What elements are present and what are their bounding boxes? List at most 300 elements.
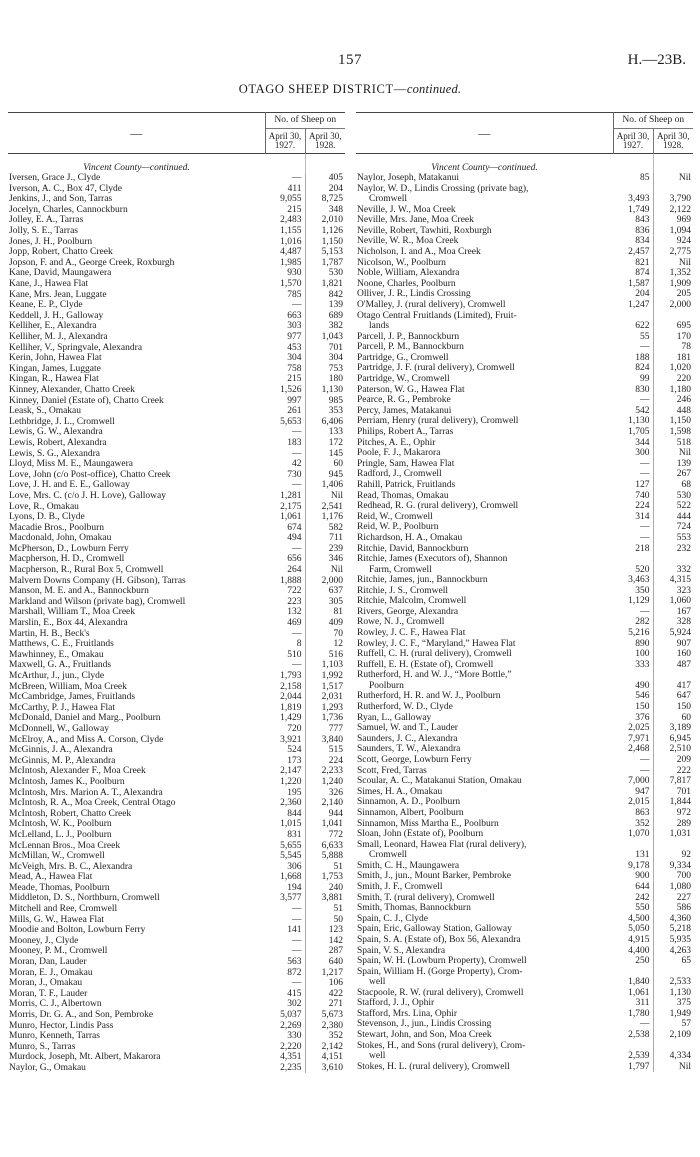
sheep-1927: 1,070 — [613, 829, 653, 840]
sheep-1927: — — [265, 480, 305, 491]
owner-name: McDonnell, W., Galloway — [9, 723, 110, 734]
sheep-1928: 530 — [328, 268, 343, 279]
table-row — [8, 809, 345, 820]
sheep-1927: 215 — [265, 205, 305, 216]
sheep-1927: — — [265, 946, 305, 957]
sheep-1927: 1,570 — [265, 279, 305, 290]
owner-name: Kane, David, Maungawera — [9, 268, 112, 279]
sheep-1927: 188 — [613, 353, 653, 364]
owner-name: Moran, Dan, Lauder — [9, 957, 87, 968]
sheep-1927: 2,015 — [613, 797, 653, 808]
owner-name: Reid, W., Cromwell — [357, 511, 433, 522]
sheep-1927: 1,220 — [265, 777, 305, 788]
sheep-1928: 1,031 — [669, 829, 691, 840]
table-row — [356, 1030, 693, 1041]
sheep-1928: 647 — [676, 691, 691, 702]
sheep-1927: 4,915 — [613, 935, 653, 946]
owner-name: Scott, George, Lowburn Ferry — [357, 755, 472, 765]
owner-name: Macdonald, John, Omakau — [9, 533, 112, 544]
sheep-1928: 1,080 — [669, 881, 691, 892]
owner-name: Redhead, R. G. (rural delivery), Cromwell — [357, 501, 519, 512]
sheep-1928: Nil — [678, 257, 691, 268]
owner-name: Stacpoole, R. W. (rural delivery), Cromwell — [357, 987, 524, 998]
table-row — [8, 989, 345, 1000]
sheep-1928: 289 — [676, 818, 691, 829]
sheep-1928: Nil — [678, 173, 691, 184]
table-row — [356, 808, 693, 819]
owner-name: Jolley, E. A., Tarras — [9, 215, 84, 226]
sheep-1927: 9,178 — [613, 861, 653, 872]
sheep-1927: 1,016 — [265, 237, 305, 248]
table-row — [356, 988, 693, 999]
sheep-1928: 172 — [328, 437, 343, 448]
sheep-1928: 304 — [328, 353, 343, 364]
sheep-count-header: No. of Sheep on — [265, 113, 345, 129]
sheep-1928: 5,673 — [321, 1010, 343, 1020]
table-row — [8, 883, 345, 894]
owner-name: Ruffell, C. H. (rural delivery), Cromwell — [357, 649, 512, 660]
owner-name: Manson, M. E. and A., Bannockburn — [9, 586, 149, 597]
sheep-1928: 5,218 — [669, 924, 691, 935]
sheep-1927: 863 — [613, 808, 653, 819]
table-row — [356, 1019, 693, 1030]
sheep-1928: 1,150 — [669, 416, 691, 427]
sheep-1927: 300 — [613, 448, 653, 459]
sheep-1927: 1,749 — [613, 205, 653, 216]
owner-name: McBreen, William, Moa Creek — [9, 681, 127, 692]
sheep-1927: 1,015 — [265, 819, 305, 830]
sheep-1928: 1,180 — [669, 384, 691, 395]
sheep-1927: 132 — [265, 607, 305, 618]
table-row — [8, 840, 345, 851]
sheep-1928: 2,533 — [669, 977, 691, 988]
table-row — [8, 629, 345, 640]
owner-name: Sinnamon, Albert, Poolburn — [357, 807, 464, 818]
sheep-1927: — — [265, 300, 305, 311]
table-row — [8, 586, 345, 597]
sheep-1927: — — [613, 607, 653, 618]
table-row — [8, 787, 345, 798]
sheep-1927: 5,545 — [265, 851, 305, 862]
sheep-1928: 9,334 — [669, 860, 691, 871]
sheep-1927: 785 — [265, 290, 305, 301]
sheep-1927: 204 — [613, 289, 653, 300]
owner-name: Neville, Mrs. Jane, Moa Creek — [357, 215, 474, 226]
table-row — [356, 1009, 693, 1020]
sheep-1927: 2,457 — [613, 247, 653, 258]
owner-name: Jenkins, J., and Son, Tarras — [9, 194, 113, 205]
owner-name: Lewis, Robert, Alexandra — [9, 437, 107, 448]
owner-name: Kane, Mrs. Jean, Luggate — [9, 289, 107, 300]
sheep-1927: — — [265, 904, 305, 915]
table-row — [356, 437, 693, 448]
table-row — [8, 936, 345, 947]
sheep-1927: — — [613, 522, 653, 533]
table-row — [356, 713, 693, 724]
table-row — [8, 597, 345, 608]
owner-name: Rowley, J. C. F., Hawea Flat — [357, 628, 466, 639]
table-row — [8, 660, 345, 671]
sheep-1928: 5,935 — [669, 934, 691, 945]
sheep-1927: 314 — [613, 512, 653, 523]
table-row — [8, 798, 345, 809]
table-row — [8, 682, 345, 693]
owner-name: Stokes, H. L. (rural delivery), Cromwell — [357, 1061, 510, 1072]
table-row — [356, 861, 693, 872]
owner-name: Naylor, G., Omakau — [9, 1062, 86, 1073]
sheep-1927: — — [613, 755, 653, 766]
owner-name: Kingan, James, Luggate — [9, 363, 101, 374]
owner-name: Stafford, J. J., Ophir — [357, 998, 435, 1009]
table-row — [8, 734, 345, 745]
table-row — [356, 882, 693, 893]
table-row — [356, 448, 693, 459]
sheep-1928: 518 — [676, 437, 691, 448]
table-row — [8, 872, 345, 883]
table-row — [356, 744, 693, 755]
year-1927-header: April 30, 1927. — [613, 129, 653, 154]
table-row — [356, 967, 693, 988]
section-heading: Vincent County—continued. — [83, 162, 190, 173]
sheep-1928: 2,140 — [321, 798, 343, 809]
sheep-1928: 2,010 — [321, 215, 343, 226]
table-row — [8, 554, 345, 565]
owner-name: Lewis, S. G., Alexandra — [9, 448, 101, 459]
sheep-1928: 181 — [676, 352, 691, 363]
table-row — [356, 924, 693, 935]
table-row — [8, 1021, 345, 1032]
sheep-1927: 282 — [613, 617, 653, 628]
table-row — [356, 543, 693, 554]
sheep-1927: 1,061 — [613, 988, 653, 999]
owner-name: Mooney, J., Clyde — [9, 935, 79, 946]
table-row — [356, 258, 693, 269]
sheep-1928: 1,821 — [321, 279, 343, 290]
owner-name: Spain, V. S., Alexandra — [357, 945, 446, 956]
owner-name: Stokes, H., and Sons (rural delivery), Crom- well — [356, 1041, 613, 1062]
sheep-1928: 106 — [328, 978, 343, 989]
table-row — [356, 311, 693, 332]
sheep-1928: 448 — [676, 405, 691, 416]
section-heading: Vincent County—continued. — [431, 162, 538, 173]
sheep-1927: — — [265, 978, 305, 989]
sheep-1928: 70 — [333, 628, 343, 639]
owner-name: Munro, Hector, Lindis Pass — [9, 1020, 114, 1031]
sheep-1928: 1,130 — [321, 384, 343, 395]
sheep-1928: 239 — [328, 543, 343, 554]
owner-name: McLelland, L. J., Poolburn — [9, 829, 112, 840]
table-row — [8, 406, 345, 417]
sheep-count-header: No. of Sheep on — [613, 113, 693, 129]
table-row — [356, 871, 693, 882]
table-row — [8, 364, 345, 375]
sheep-1927: 1,819 — [265, 703, 305, 714]
owner-name: Matthews, C. E., Fruitlands — [9, 639, 114, 650]
owner-name: Naylor, Joseph, Matakanui — [357, 173, 459, 184]
sheep-1927: 831 — [265, 830, 305, 841]
sheep-1928: 516 — [328, 649, 343, 660]
owner-name: Keddell, J. H., Galloway — [9, 310, 104, 321]
table-row — [8, 417, 345, 428]
sheep-1928: 2,233 — [321, 766, 343, 777]
table-row — [356, 395, 693, 406]
owner-name: Smith, J., jun., Mount Barker, Pembroke — [357, 871, 511, 882]
document-reference: H.—23B. — [627, 52, 686, 68]
owner-name: Munro, S., Tarras — [9, 1041, 76, 1052]
sheep-1927: 469 — [265, 618, 305, 629]
owner-name: Moodie and Bolton, Lowburn Ferry — [9, 925, 146, 936]
sheep-1928: 326 — [328, 787, 343, 798]
owner-name: Ritchie, David, Bannockburn — [357, 543, 469, 554]
table-row — [8, 777, 345, 788]
sheep-1927: 350 — [613, 586, 653, 597]
owner-name: Leask, S., Omakau — [9, 406, 82, 417]
sheep-1928: 1,753 — [321, 872, 343, 883]
owner-name: Partridge, G., Cromwell — [357, 352, 449, 363]
sheep-1928: 332 — [676, 564, 691, 575]
owner-name: Saunders, T. W., Alexandra — [357, 744, 461, 755]
sheep-1928: 1,130 — [669, 987, 691, 998]
table-row — [8, 904, 345, 915]
table-row — [8, 300, 345, 311]
sheep-1927: — — [265, 448, 305, 459]
owner-name: Pringle, Sam, Hawea Flat — [357, 458, 455, 469]
owner-name: Stewart, John, and Son, Moa Creek — [357, 1030, 492, 1041]
table-row — [8, 501, 345, 512]
sheep-1928: 57 — [681, 1019, 691, 1030]
sheep-1928: 160 — [676, 649, 691, 660]
owner-name: Keane, E. P., Clyde — [9, 300, 83, 311]
owner-name-continued: Cromwell — [369, 850, 407, 861]
table-row — [356, 374, 693, 385]
sheep-1928: 68 — [681, 479, 691, 490]
table-row — [8, 607, 345, 618]
sheep-1928: 842 — [328, 289, 343, 300]
owner-name-continued: Farm, Cromwell — [369, 564, 432, 575]
sheep-1927: 740 — [613, 490, 653, 501]
owner-name: Richardson, H. A., Omakau — [357, 532, 463, 543]
table-row — [8, 480, 345, 491]
sheep-1927: 127 — [613, 480, 653, 491]
owner-name: Noble, William, Alexandra — [357, 268, 460, 279]
sheep-1927: 1,985 — [265, 258, 305, 269]
table-row — [356, 914, 693, 925]
sheep-1928: 487 — [676, 659, 691, 670]
sheep-1928: 405 — [328, 173, 343, 184]
table-row — [8, 374, 345, 385]
table-row — [8, 290, 345, 301]
table-row — [8, 745, 345, 756]
sheep-1927: 494 — [265, 533, 305, 544]
sheep-1928: 530 — [676, 490, 691, 501]
owner-name: Radford, J., Cromwell — [357, 469, 442, 480]
sheep-1927: 872 — [265, 968, 305, 979]
owner-name-continued: well — [369, 1051, 386, 1062]
table-row — [8, 1010, 345, 1021]
owner-name: Read, Thomas, Omakau — [357, 490, 449, 501]
sheep-1928: 78 — [681, 342, 691, 353]
table-row — [356, 512, 693, 523]
table-row — [8, 247, 345, 258]
owner-name: Ritchie, J. S., Cromwell — [357, 585, 449, 596]
table-row — [8, 724, 345, 735]
year-1928-header: April 30, 1928. — [657, 130, 690, 150]
table-row — [356, 1041, 693, 1062]
owner-name: Samuel, W. and T., Lauder — [357, 723, 458, 734]
owner-name: Neville, Robert, Tawhiti, Roxburgh — [357, 225, 492, 236]
owner-name: Percy, James, Matakanui — [357, 405, 452, 416]
sheep-1928: 924 — [676, 236, 691, 247]
owner-name: Moran, J., Omakau — [9, 978, 83, 989]
owner-name: Rutherford, H. and W. J., “More Bottle,” Poolburn — [356, 670, 613, 691]
table-row — [8, 999, 345, 1010]
table-row — [356, 628, 693, 639]
owner-name: Love, Mrs. C. (c/o J. H. Love), Galloway — [9, 490, 166, 501]
table-row — [356, 617, 693, 628]
sheep-1928: 640 — [328, 957, 343, 968]
sheep-1927: 4,500 — [613, 914, 653, 925]
table-row — [356, 649, 693, 660]
sheep-1927: 1,247 — [613, 300, 653, 311]
owner-name: Sinnamon, Miss Martha E., Poolburn — [357, 818, 499, 829]
sheep-1927: — — [613, 459, 653, 470]
sheep-1928: 724 — [676, 522, 691, 533]
sheep-1928: 224 — [328, 755, 343, 766]
sheep-1928: 553 — [676, 532, 691, 543]
table-row — [356, 776, 693, 787]
sheep-1927: 5,653 — [265, 417, 305, 428]
table-row — [356, 406, 693, 417]
table-row — [356, 416, 693, 427]
sheep-1927: 3,921 — [265, 734, 305, 745]
owner-name: Nicolson, W., Poolburn — [357, 257, 446, 268]
sheep-1927: 947 — [613, 787, 653, 798]
sheep-1927: — — [613, 469, 653, 480]
sheep-1928: 1,949 — [669, 1008, 691, 1019]
table-row — [8, 258, 345, 269]
sheep-1928: 1,909 — [669, 278, 691, 289]
owner-name: Ritchie, Malcolm, Cromwell — [357, 596, 467, 607]
owner-name: Macpherson, R., Rural Box 5, Cromwell — [9, 565, 164, 576]
sheep-1928: Nil — [330, 565, 343, 576]
sheep-1927: 4,400 — [613, 945, 653, 956]
sheep-1927: 1,793 — [265, 671, 305, 682]
sheep-1928: 92 — [681, 850, 691, 861]
right-table-body — [356, 154, 693, 1073]
sheep-1927: 223 — [265, 597, 305, 608]
sheep-1927: 2,235 — [265, 1063, 305, 1074]
owner-name: Malvern Downs Company (H. Gibson), Tarras — [9, 575, 186, 586]
sheep-1927: 510 — [265, 650, 305, 661]
sheep-1927: — — [265, 544, 305, 555]
table-row — [8, 1031, 345, 1042]
owner-name: McCambridge, James, Fruitlands — [9, 692, 136, 703]
table-row — [356, 385, 693, 396]
table-row — [8, 1063, 345, 1074]
table-row — [8, 819, 345, 830]
sheep-1928: 4,263 — [669, 945, 691, 956]
table-row — [8, 226, 345, 237]
table-row — [356, 501, 693, 512]
sheep-1928: 323 — [676, 585, 691, 596]
sheep-1928: 1,406 — [321, 480, 343, 491]
table-row — [356, 554, 693, 575]
sheep-1928: 133 — [328, 427, 343, 438]
sheep-1927: 720 — [265, 724, 305, 735]
owner-name: Mooney, P. M., Cromwell — [9, 946, 108, 957]
owner-name: McDonald, Daniel and Marg., Poolburn — [9, 713, 161, 724]
sheep-1928: Nil — [678, 1061, 691, 1072]
sheep-1928: 60 — [681, 712, 691, 723]
sheep-1928: 711 — [329, 533, 343, 544]
sheep-1928: 2,000 — [669, 300, 691, 311]
sheep-1928: 1,992 — [321, 671, 343, 681]
owner-name: Noone, Charles, Poolburn — [357, 278, 456, 289]
owner-name: Rahill, Patrick, Fruitlands — [357, 479, 456, 490]
owner-name: Naylor, W. D., Lindis Crossing (private bag), Cromwell — [356, 184, 613, 205]
table-row — [356, 459, 693, 470]
owner-name: Smith, J. F., Cromwell — [357, 881, 443, 892]
sheep-1927: 656 — [265, 554, 305, 565]
sheep-1928: 227 — [676, 892, 691, 903]
owner-name: McCarthy, P. J., Hawea Flat — [9, 702, 115, 713]
sheep-1928: 4,360 — [669, 913, 691, 924]
sheep-1928: 220 — [676, 374, 691, 384]
table-row — [8, 1052, 345, 1063]
sheep-1928: 944 — [328, 808, 343, 819]
sheep-1927: 264 — [265, 565, 305, 576]
owner-name: McPherson, D., Lowburn Ferry — [9, 543, 129, 554]
table-row — [8, 438, 345, 449]
sheep-1928: 1,517 — [321, 681, 343, 692]
owner-name: Rivers, George, Alexandra — [357, 606, 459, 617]
owner-name: McMillan, W., Cromwell — [9, 851, 105, 862]
table-row — [8, 279, 345, 290]
sheep-1928: 50 — [333, 914, 343, 925]
sheep-1927: 824 — [613, 363, 653, 374]
sheep-1927: 542 — [613, 406, 653, 417]
sheep-1927: 411 — [265, 184, 305, 195]
sheep-1928: 222 — [676, 765, 691, 776]
owner-name: Partridge, J. F. (rural delivery), Cromwell — [357, 363, 515, 374]
table-row — [356, 215, 693, 226]
sheep-1928: 582 — [328, 522, 343, 533]
sheep-1928: 972 — [676, 807, 691, 818]
sheep-1928: 65 — [681, 956, 691, 967]
sheep-1927: 150 — [613, 702, 653, 713]
sheep-1927: 4,487 — [265, 247, 305, 258]
sheep-1927: 2,158 — [265, 682, 305, 693]
table-row — [356, 787, 693, 798]
owner-name: Martin, H. B., Beck's — [9, 628, 90, 639]
sheep-1927: 997 — [265, 395, 305, 406]
sheep-1927: 836 — [613, 226, 653, 237]
sheep-1927: 352 — [613, 818, 653, 829]
owner-name: Sinnamon, A. D., Poolburn — [357, 797, 461, 808]
table-row — [356, 289, 693, 300]
owner-name: Kane, J., Hawea Flat — [9, 279, 89, 290]
table-row — [8, 395, 345, 406]
sheep-1928: 2,380 — [321, 1020, 343, 1031]
table-row — [356, 226, 693, 237]
table-row — [8, 650, 345, 661]
sheep-1928: 907 — [676, 638, 691, 649]
owner-name: Lethbridge, J. L., Cromwell — [9, 416, 115, 427]
owner-name: Murdock, Joseph, Mt. Albert, Makarora — [9, 1052, 161, 1063]
sheep-1928: 777 — [328, 723, 343, 734]
sheep-1928: 12 — [333, 639, 343, 650]
owner-name: Parcell, P. M., Bannockburn — [357, 342, 464, 353]
